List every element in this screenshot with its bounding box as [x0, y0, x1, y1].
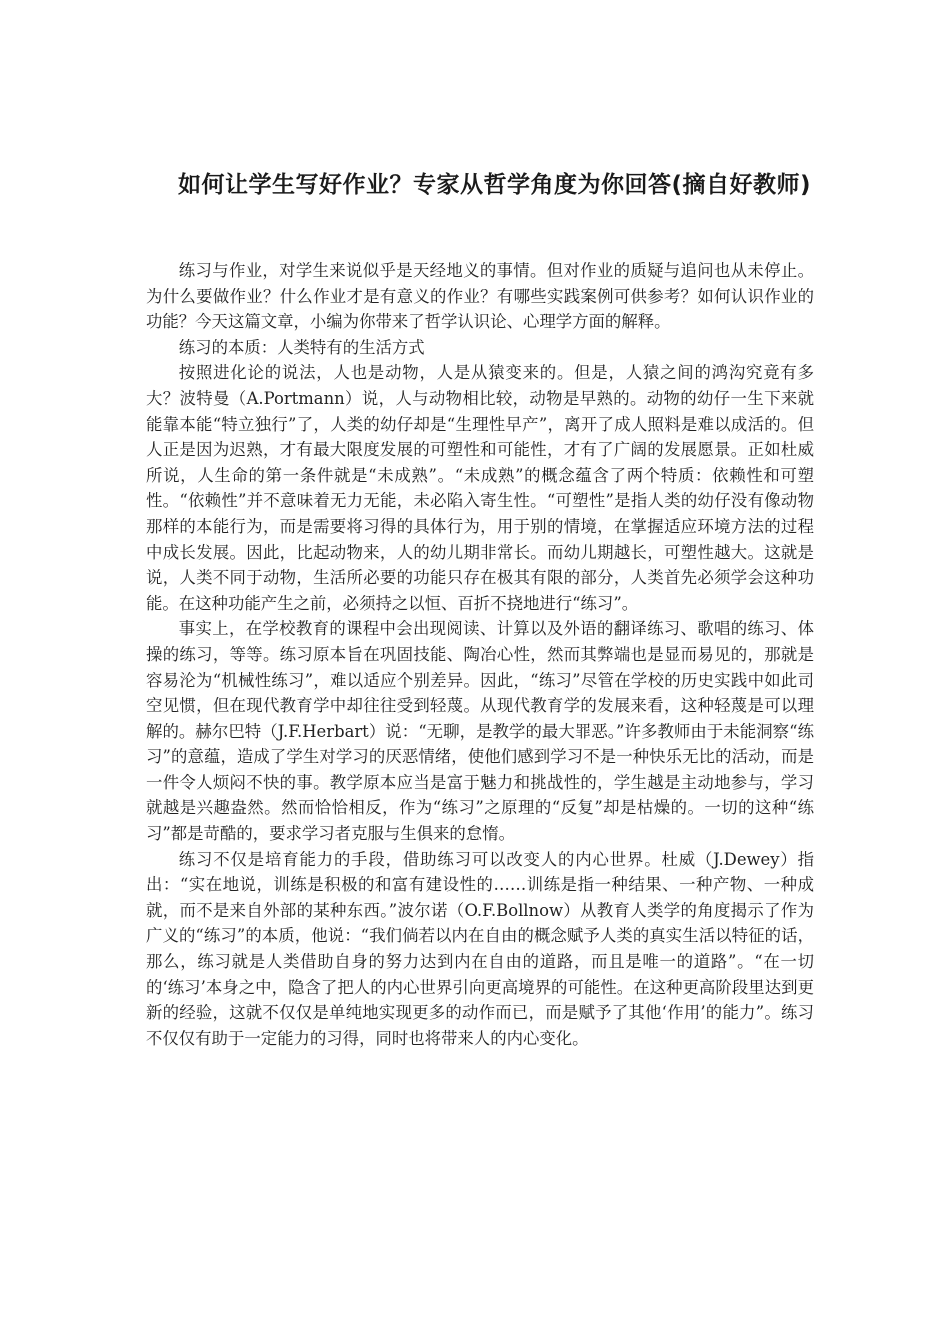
document-title: 如何让学生写好作业？专家从哲学角度为你回答(摘自好教师) [178, 172, 812, 198]
paragraph: 练习不仅是培育能力的手段，借助练习可以改变人的内心世界。杜威（J.Dewey）指出：“实在地说，训练是积极的和富有建设性的……训练是指一种结果、一种产物、一种成就，而不是来自外部的某种东西。”波尔诺（O.F.Bollnow）从教育人类学的角度揭示了作为广义的“练习”的本质，他说：“我们倘若以内在自由的概念赋予人类的真实生活以特征的话，那么，练习就是人类借助自身的努力达到内在自由的道路，而且是唯一的道路”。“在一切的‘练习’本身之中，隐含了把人的内心世界引向更高境界的可能性。在这种更高阶段里达到更新的经验，这就不仅仅是单纯地实现更多的动作而已，而是赋予了其他‘作用’的能力”。练习不仅仅有助于一定能力的习得，同时也将带来人的内心变化。 [146, 849, 814, 1048]
document-body [146, 258, 814, 1051]
section-heading: 练习的本质：人类特有的生活方式 [178, 337, 425, 357]
paragraph-intro: 练习与作业，对学生来说似乎是天经地义的事情。但对作业的质疑与追问也从未停止。为什么要做作业？什么作业才是有意义的作业？有哪些实践案例可供参考？如何认识作业的功能？今天这篇文章，小编为你带来了哲学认识论、心理学方面的解释。 [146, 261, 814, 332]
paragraph: 按照进化论的说法，人也是动物，人是从猿变来的。但是，人猿之间的鸿沟究竟有多大？波特曼（A.Portmann）说，人与动物相比较，动物是早熟的。动物的幼仔一生下来就能靠本能“特立独行”了，人类的幼仔却是“生理性早产”，离开了成人照料是难以成活的。但人正是因为迟熟，才有最大限度发展的可塑性和可能性，才有了广阔的发展愿景。正如杜威所说，人生命的第一条件就是“未成熟”。“未成熟”的概念蕴含了两个特质：依赖性和可塑性。“依赖性”并不意味着无力无能，未必陷入寄生性。“可塑性”是指人类的幼仔没有像动物那样的本能行为，而是需要将习得的具体行为，用于别的情境，在掌握适应环境方法的过程中成长发展。因此，比起动物来，人的幼儿期非常长。而幼儿期越长，可塑性越大。这就是说，人类不同于动物，生活所必要的功能只存在极其有限的部分，人类首先必须学会这种功能。在这种功能产生之前，必须持之以恒、百折不挠地进行“练习”。 [146, 363, 814, 613]
paragraph: 事实上，在学校教育的课程中会出现阅读、计算以及外语的翻译练习、歌唱的练习、体操的练习，等等。练习原本旨在巩固技能、陶冶心性，然而其弊端也是显而易见的，那就是容易沦为“机械性练习”，难以适应个别差异。因此，“练习”尽管在学校的历史实践中如此司空见惯，但在现代教育学中却往往受到轻蔑。从现代教育学的发展来看，这种轻蔑是可以理解的。赫尔巴特（J.F.Herbart）说：“无聊，是教学的最大罪恶。”许多教师由于未能洞察“练习”的意蕴，造成了学生对学习的厌恶情绪，使他们感到学习不是一种快乐无比的活动，而是一件令人烦闷不快的事。教学原本应当是富于魅力和挑战性的，学生越是主动地参与，学习就越是兴趣盎然。然而恰恰相反，作为“练习”之原理的“反复”却是枯燥的。一切的这种“练习”都是苛酷的，要求学习者克服与生俱来的怠惰。 [146, 619, 814, 844]
